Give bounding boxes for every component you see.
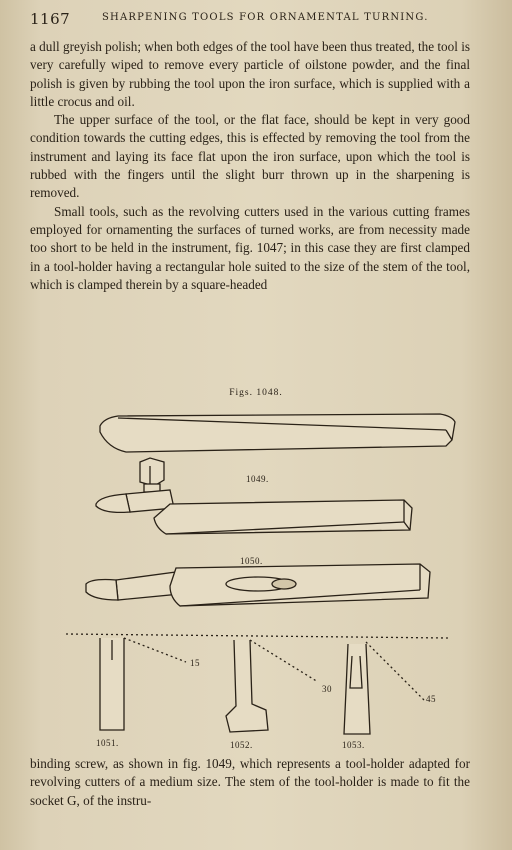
reference-dotted-line (66, 634, 448, 638)
tool-1048-drawing (100, 414, 455, 452)
tool-holder-1050-drawing (86, 564, 430, 606)
label-1050: 1050. (240, 556, 263, 566)
body-text-bottom (30, 755, 470, 810)
label-1049: 1049. (246, 474, 269, 484)
page-number: 1167 (30, 10, 71, 28)
angle-label-45: 45 (426, 694, 436, 704)
paragraph-1: a dull greyish polish; when both edges of the tool have been thus treated, the tool is very carefully wiped to remove every particle of oilstone powder, and the final polish is given by rubbing the tool upon the iron surface, which is supplied with a little crocus and oil. (30, 39, 470, 109)
label-1051: 1051. (96, 738, 119, 748)
tool-1051-drawing (100, 638, 186, 730)
running-title: SHARPENING TOOLS FOR ORNAMENTAL TURNING. (102, 12, 429, 23)
label-1052: 1052. (230, 740, 253, 750)
tool-1053-drawing (344, 642, 424, 734)
paragraph-4: binding screw, as shown in fig. 1049, which represents a tool-holder adapted for revolving cutters of a medium size. The stem of the tool-holder is made to fit the socket G, of the instru- (30, 756, 470, 808)
angle-line-15 (124, 638, 186, 662)
tool-holder-1049-drawing (96, 458, 412, 534)
label-1053: 1053. (342, 740, 365, 750)
paragraph-3: Small tools, such as the revolving cutters used in the various cutting frames employed for ornamenting the surfaces of turned works, are from necessity made too short to be held in the instrument, fig. 1047; in this case they are first clamped in a tool-holder having a rectangular hole suited to the size of the stem of the tool, which is clamped therein by a square-headed (30, 203, 470, 292)
angle-label-30: 30 (322, 684, 332, 694)
figure-caption: Figs. 1048. (229, 388, 283, 398)
tool-1052-drawing (226, 640, 318, 732)
angle-line-45 (366, 642, 424, 700)
angle-label-15: 15 (190, 658, 200, 668)
angle-line-30 (250, 640, 318, 682)
paragraph-2: The upper surface of the tool, or the flat face, should be kept in very good condition towards the cutting edges, this is effected by removing the tool from the instrument and laying its face flat upon the iron surface, upon which the tool is rubbed with the fingers until the slight burr thrown up in the sharpening is removed. (30, 112, 470, 201)
